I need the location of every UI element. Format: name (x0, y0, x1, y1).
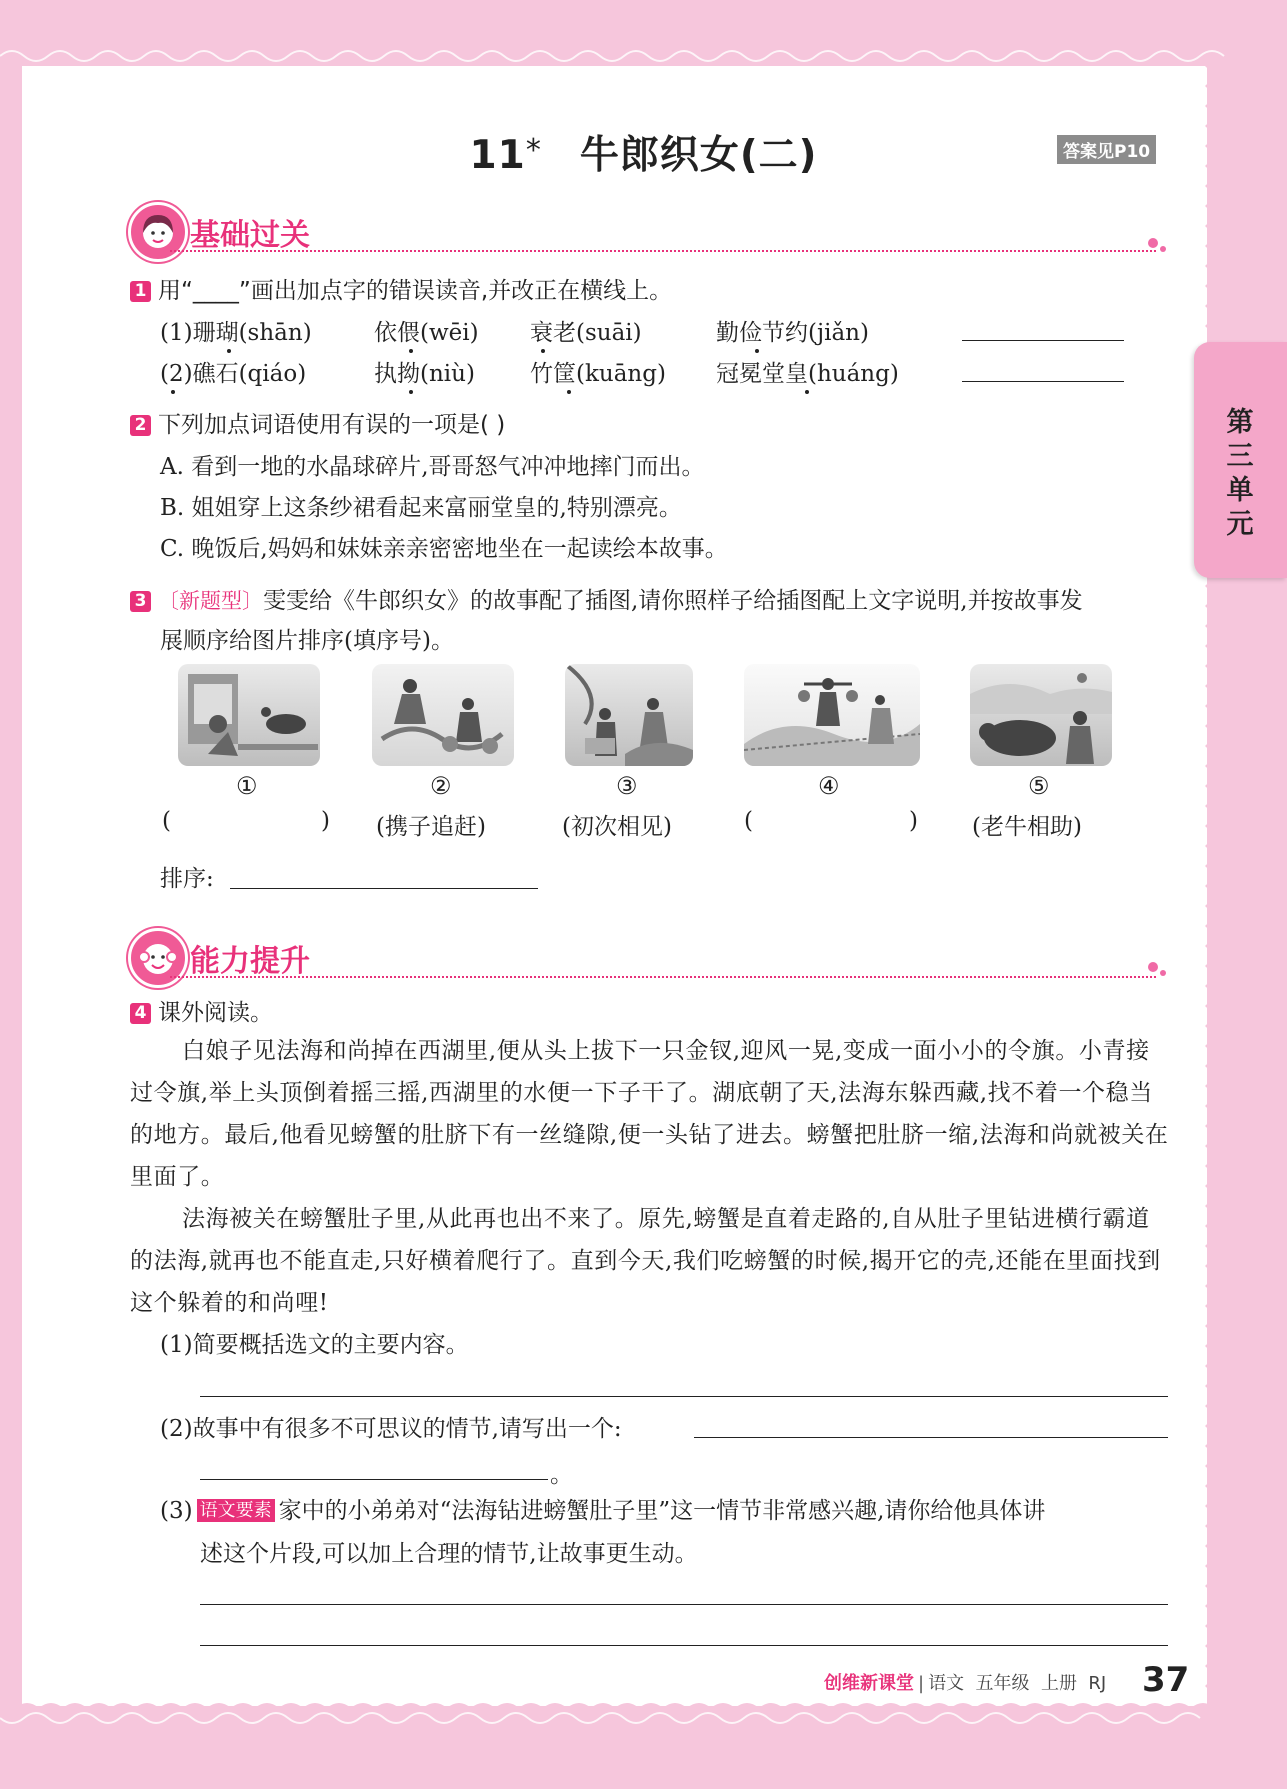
question-text: 家中的小弟弟对“法海钻进螃蟹肚子里”这一情节非常感兴趣,请你给他具体讲 (278, 1498, 1046, 1524)
order-label: 排序: (160, 866, 214, 892)
option-b[interactable]: B. 姐姐穿上这条纱裙看起来富丽堂皇的,特别漂亮。 (160, 495, 682, 521)
close-paren: ) (908, 808, 918, 834)
weaving-scene-icon (178, 664, 320, 766)
order-answer-blank[interactable] (230, 888, 538, 889)
picture-number: ② (430, 772, 452, 800)
bottom-wavy-border (0, 1690, 1287, 1789)
question-text: 用“____”画出加点字的错误读音,并改正在横线上。 (158, 278, 673, 304)
section-title-basic: 基础过关 (190, 218, 310, 253)
q1-item: (1)珊瑚(shān) (160, 320, 312, 346)
monkey-avatar-icon (128, 928, 188, 988)
open-paren: ( (376, 814, 385, 840)
close-paren: ) (320, 808, 330, 834)
picture-number: ⑤ (1028, 772, 1050, 800)
illustration-2 (372, 664, 514, 766)
lesson-number: 11 (469, 133, 526, 178)
close-paren: ) (476, 814, 486, 840)
unit-label: 第三单元 (1226, 407, 1254, 540)
new-type-tag: 〔新题型〕 (158, 589, 263, 613)
divider-dot (1160, 970, 1166, 976)
right-wavy-border (1205, 66, 1229, 1706)
caption-1 (162, 808, 330, 834)
answer-reference-badge: 答案见P10 (1057, 135, 1156, 164)
sub-number: (3) (160, 1498, 193, 1524)
footer-info (824, 1669, 1106, 1695)
question-2-prompt (130, 406, 505, 439)
question-1-prompt (130, 272, 672, 305)
divider-dot (1148, 238, 1158, 248)
question-text: 下列加点词语使用有误的一项是( ) (158, 412, 506, 438)
bridge-scene-icon (744, 664, 920, 766)
unit-side-tab (1194, 342, 1287, 578)
question-number: 2 (130, 415, 151, 436)
q1-item: 冠冕堂皇(huáng) (716, 361, 899, 387)
girl-avatar-icon (128, 202, 188, 262)
caption-2 (376, 808, 486, 841)
lesson-title: 牛郎织女(二) (579, 133, 818, 178)
divider-dot (1148, 962, 1158, 972)
question-text: 雯雯给《牛郎织女》的故事配了插图,请你照样子给插图配上文字说明,并按故事发 (263, 588, 1083, 614)
answer-line[interactable] (200, 1396, 1168, 1397)
option-c[interactable]: C. 晚饭后,妈妈和妹妹亲亲密密地坐在一起读绘本故事。 (160, 536, 728, 562)
star-mark: * (525, 133, 542, 168)
sentence-end: 。 (550, 1462, 573, 1488)
q1-item: 依偎(wēi) (374, 320, 479, 346)
caption-text: 初次相见 (570, 814, 663, 840)
ox-scene-icon (970, 664, 1112, 766)
illustration-4 (744, 664, 920, 766)
question-number: 4 (130, 1003, 151, 1024)
caption-text: 老牛相助 (980, 814, 1073, 840)
question-text: 课外阅读。 (158, 1000, 273, 1026)
open-paren: ( (744, 808, 753, 834)
q1-item: 勤俭节约(jiǎn) (716, 320, 869, 346)
answer-line[interactable] (200, 1479, 548, 1480)
question-3-prompt (130, 582, 1083, 615)
picture-number: ③ (616, 772, 638, 800)
answer-blank[interactable] (962, 340, 1124, 341)
answer-line[interactable] (200, 1645, 1168, 1646)
separator: | (918, 1673, 925, 1694)
subquestion-2: (2)故事中有很多不可思议的情节,请写出一个: (160, 1416, 622, 1442)
question-4-prompt (130, 994, 273, 1027)
book-info: 语文 五年级 上册 RJ (928, 1673, 1107, 1694)
subquestion-1: (1)简要概括选文的主要内容。 (160, 1332, 469, 1358)
illustration-1 (178, 664, 320, 766)
brand-name: 创维新课堂 (824, 1673, 914, 1694)
q1-item: 执拗(niù) (374, 361, 475, 387)
caption-3 (562, 808, 672, 841)
divider-dot (1160, 246, 1166, 252)
page-number: 37 (1142, 1660, 1190, 1700)
question-number: 1 (130, 281, 151, 302)
open-paren: ( (972, 814, 981, 840)
passage-paragraph-1: 白娘子见法海和尚掉在西湖里,便从头上拔下一只金钗,迎风一晃,变成一面小小的令旗。小青接过令旗,举上头顶倒着摇三摇,西湖里的水便一下子干了。湖底朝了天,法海东躲西藏,找不着一个稳当的地方。最后,他看见螃蟹的肚脐下有一丝缝隙,便一头钻了进去。螃蟹把肚脐一缩,法海和尚就被关在里面了。 (130, 1038, 1169, 1190)
answer-line[interactable] (694, 1437, 1168, 1438)
section-divider (170, 250, 1156, 252)
q1-item: 竹筐(kuāng) (530, 361, 666, 387)
caption-4 (744, 808, 918, 834)
caption-text: 携子追赶 (384, 814, 477, 840)
illustration-5 (970, 664, 1112, 766)
picture-number: ④ (818, 772, 840, 800)
open-paren: ( (562, 814, 571, 840)
language-element-tag: 语文要素 (197, 1499, 275, 1522)
picture-number: ① (236, 772, 258, 800)
passage-paragraph-2: 法海被关在螃蟹肚子里,从此再也出不来了。原先,螃蟹是直着走路的,自从肚子里钻进横行霸道的法海,就再也不能直走,只好横着爬行了。直到今天,我们吃螃蟹的时候,揭开它的壳,还能在里面找到这个躲着的和尚哩! (130, 1206, 1161, 1316)
open-paren: ( (162, 808, 171, 834)
question-number: 3 (130, 591, 151, 612)
option-a[interactable]: A. 看到一地的水晶球碎片,哥哥怒气冲冲地摔门而出。 (160, 454, 705, 480)
q1-item: 衰老(suāi) (530, 320, 642, 346)
answer-line[interactable] (200, 1604, 1168, 1605)
meeting-scene-icon (565, 664, 693, 766)
q1-item: (2)礁石(qiáo) (160, 361, 307, 387)
subquestion-3 (160, 1492, 1045, 1525)
question-text-cont: 展顺序给图片排序(填序号)。 (160, 628, 454, 654)
subquestion-3-cont: 述这个片段,可以加上合理的情节,让故事更生动。 (200, 1541, 698, 1567)
illustration-3 (565, 664, 693, 766)
section-divider (170, 976, 1156, 978)
chase-scene-icon (372, 664, 514, 766)
caption-5 (972, 808, 1082, 841)
answer-blank[interactable] (962, 381, 1124, 382)
section-title-advanced: 能力提升 (190, 944, 310, 979)
close-paren: ) (662, 814, 672, 840)
close-paren: ) (1072, 814, 1082, 840)
